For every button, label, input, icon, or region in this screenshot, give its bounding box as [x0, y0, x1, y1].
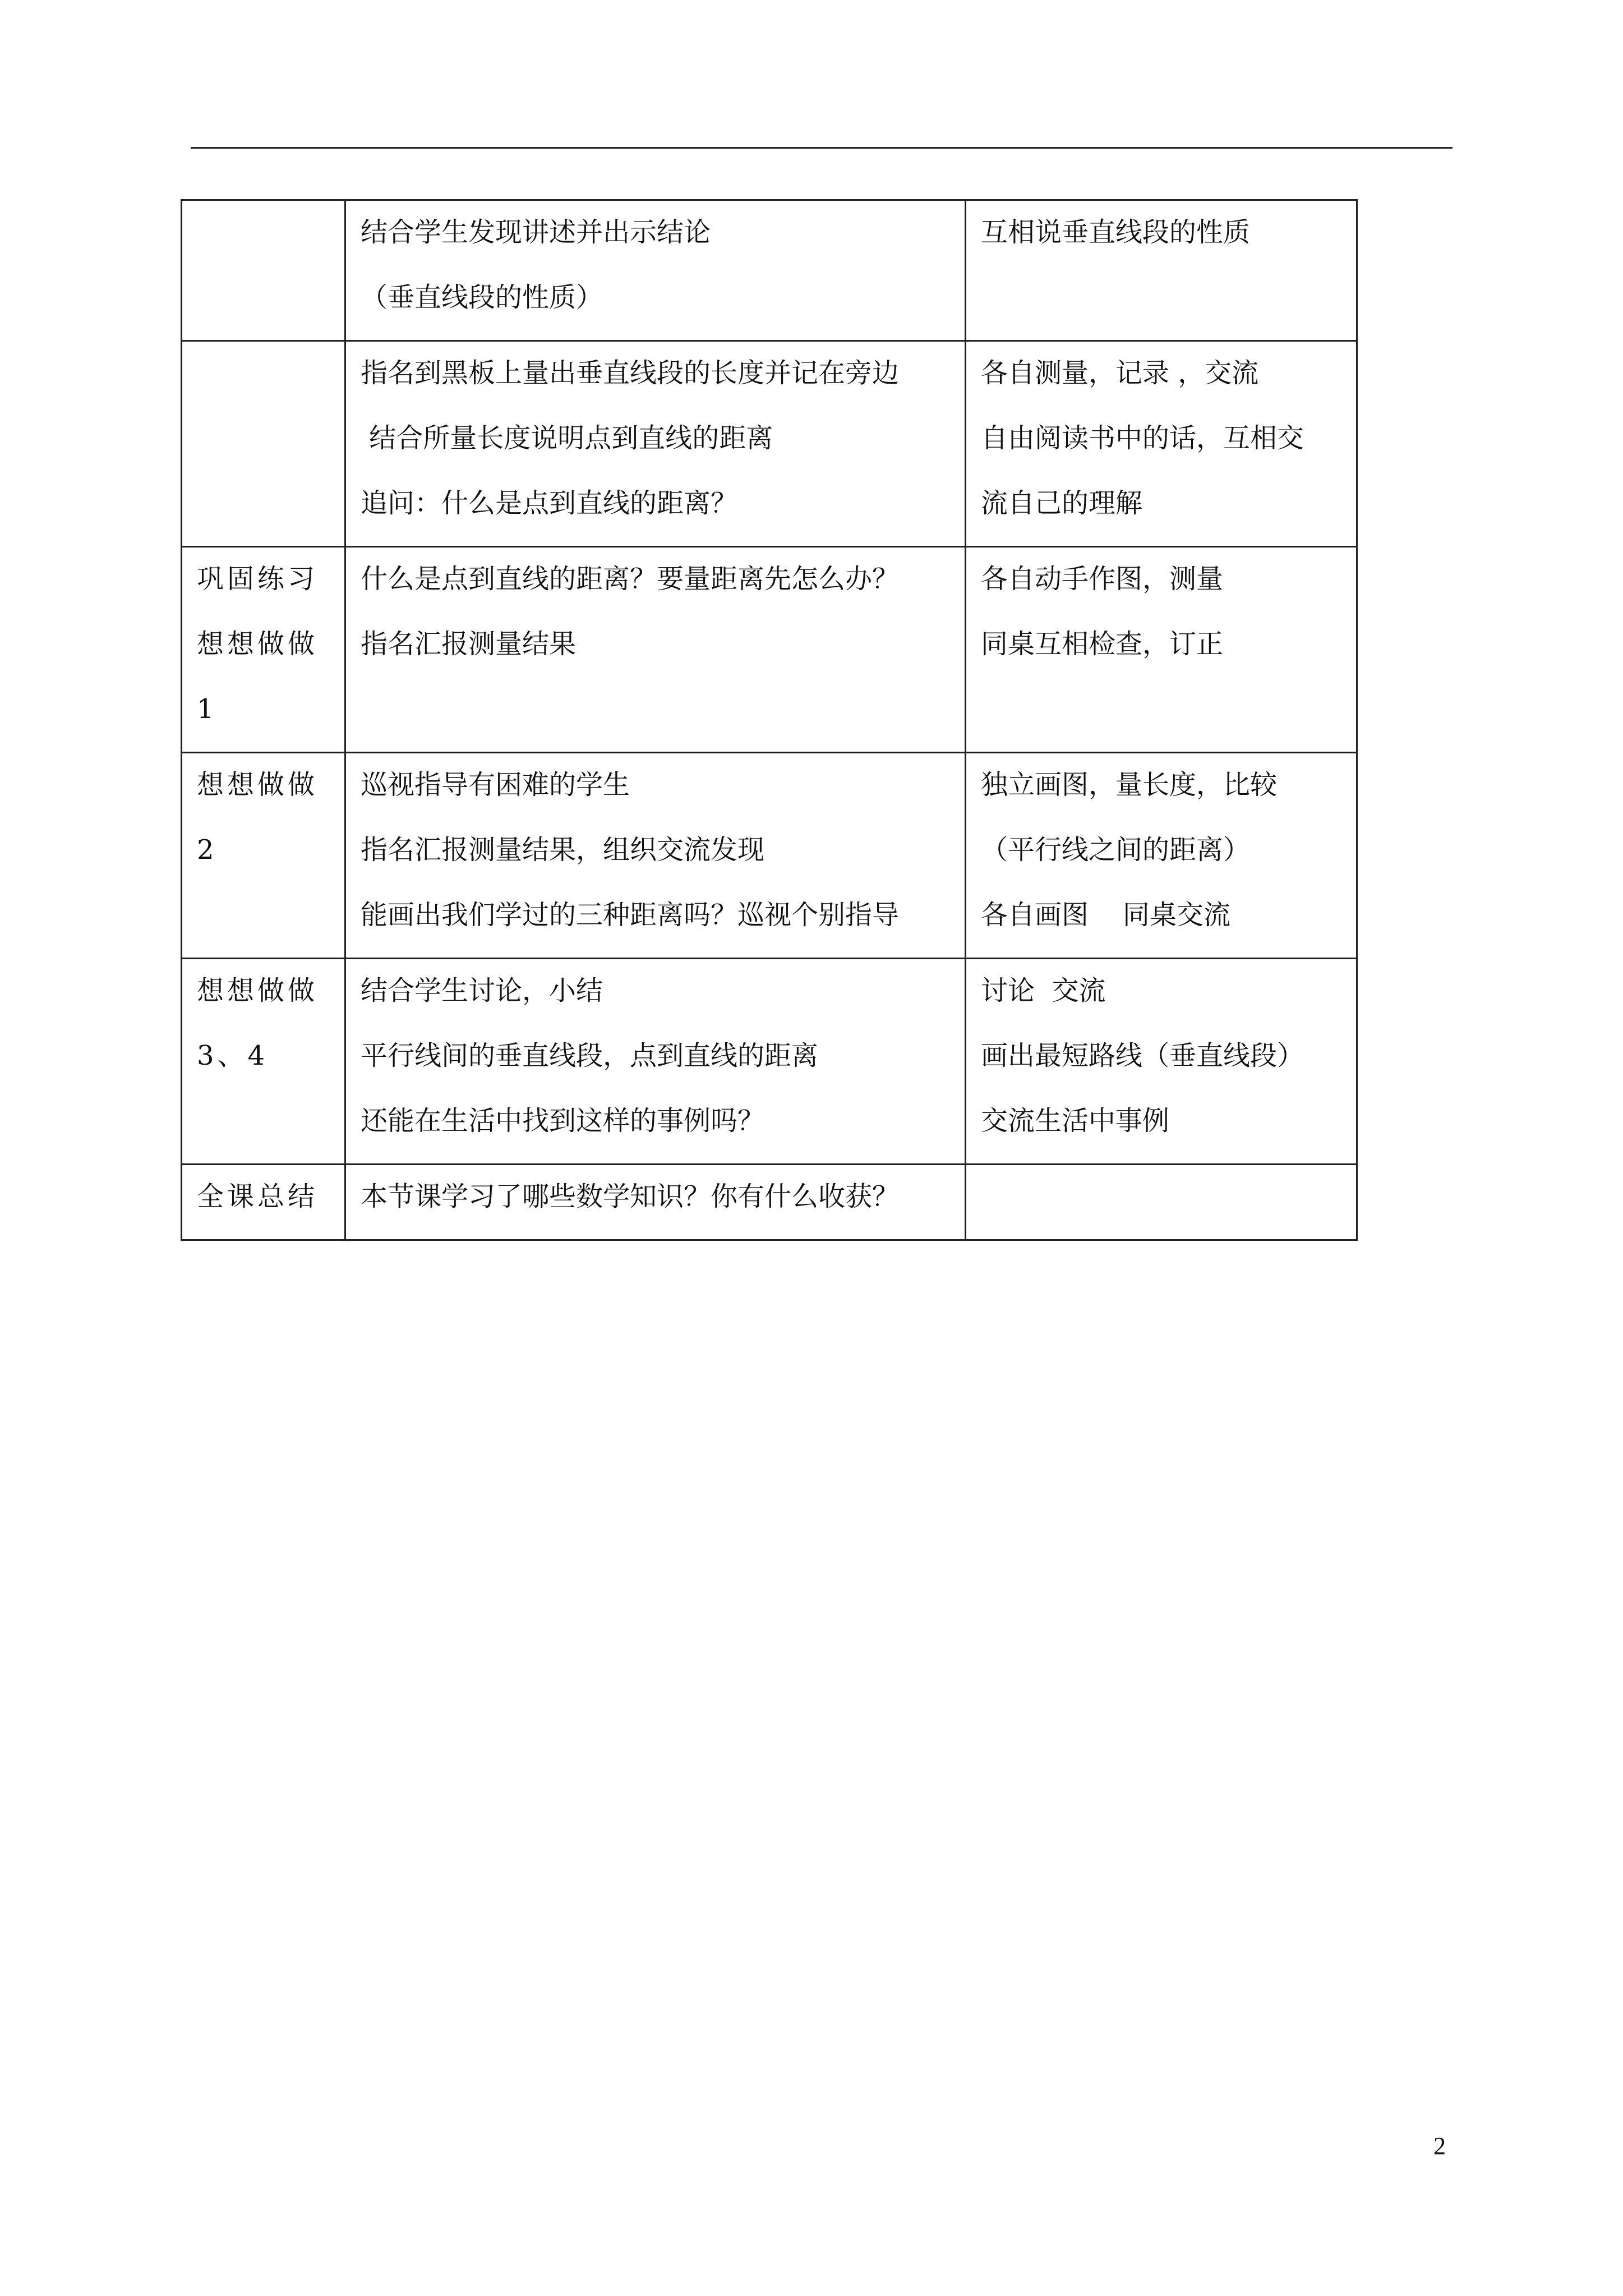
teacher-activity-line: 能画出我们学过的三种距离吗？巡视个别指导 [361, 899, 900, 931]
lesson-plan-table [181, 199, 1358, 1241]
teacher-activity-line: （垂直线段的性质） [361, 282, 603, 313]
student-activity-line: 交流生活中事例 [981, 1105, 1170, 1137]
header-rule [191, 147, 1453, 149]
stage-label: 巩固练习想想做做1 [197, 563, 319, 725]
student-activity-cell [966, 341, 1357, 547]
student-activity-line: 互相说垂直线段的性质 [981, 217, 1251, 248]
table-row [182, 959, 1357, 1165]
student-activity-line: 同桌互相检查，订正 [981, 628, 1224, 660]
teacher-activity-line: 还能在生活中找到这样的事例吗？ [361, 1105, 765, 1137]
teacher-activity-line: 指名汇报测量结果，组织交流发现 [361, 834, 765, 866]
table-row [182, 200, 1357, 341]
stage-cell [182, 200, 345, 341]
teacher-activity-line: 指名汇报测量结果 [361, 628, 577, 660]
teacher-activity-line: 指名到黑板上量出垂直线段的长度并记在旁边 [361, 357, 900, 389]
teacher-activity-cell [345, 753, 966, 959]
table-row [182, 1165, 1357, 1240]
teacher-activity-cell [345, 341, 966, 547]
student-activity-line: 各自画图 同桌交流 [981, 899, 1231, 931]
teacher-activity-cell [345, 200, 966, 341]
stage-cell [182, 547, 345, 753]
teacher-activity-line: 本节课学习了哪些数学知识？你有什么收获？ [361, 1181, 900, 1212]
teacher-activity-line: 什么是点到直线的距离？要量距离先怎么办？ [361, 563, 900, 595]
table-row [182, 753, 1357, 959]
stage-cell [182, 959, 345, 1165]
student-activity-cell [966, 547, 1357, 753]
teacher-activity-line: 巡视指导有困难的学生 [361, 769, 630, 800]
student-activity-cell [966, 200, 1357, 341]
student-activity-line: 流自己的理解 [981, 487, 1143, 519]
stage-label: 想想做做3、4 [197, 975, 319, 1071]
table-row [182, 341, 1357, 547]
student-activity-line: 自由阅读书中的话，互相交 [981, 422, 1304, 454]
stage-cell [182, 341, 345, 547]
page-number: 2 [1433, 2132, 1446, 2160]
student-activity-line: 各自动手作图，测量 [981, 563, 1224, 595]
teacher-activity-line: 结合学生发现讲述并出示结论 [361, 217, 711, 248]
teacher-activity-cell [345, 959, 966, 1165]
student-activity-line: 各自测量，记录 ，交流 [981, 357, 1259, 389]
stage-label: 全课总结 [197, 1181, 319, 1212]
stage-cell [182, 753, 345, 959]
teacher-activity-cell [345, 1165, 966, 1240]
teacher-activity-line: 平行线间的垂直线段，点到直线的距离 [361, 1040, 819, 1071]
teacher-activity-line: 结合所量长度说明点到直线的距离 [361, 422, 773, 454]
stage-cell [182, 1165, 345, 1240]
student-activity-line: 独立画图，量长度，比较 [981, 769, 1278, 800]
student-activity-cell [966, 959, 1357, 1165]
teacher-activity-line: 结合学生讨论，小结 [361, 975, 603, 1006]
student-activity-cell [966, 1165, 1357, 1240]
teacher-activity-cell [345, 547, 966, 753]
student-activity-cell [966, 753, 1357, 959]
teacher-activity-line: 追问：什么是点到直线的距离？ [361, 487, 738, 519]
table-row [182, 547, 1357, 753]
student-activity-line: 讨论 交流 [981, 975, 1106, 1006]
student-activity-line: 画出最短路线（垂直线段） [981, 1040, 1304, 1071]
student-activity-line: （平行线之间的距离） [981, 834, 1251, 866]
stage-label: 想想做做2 [197, 769, 319, 866]
